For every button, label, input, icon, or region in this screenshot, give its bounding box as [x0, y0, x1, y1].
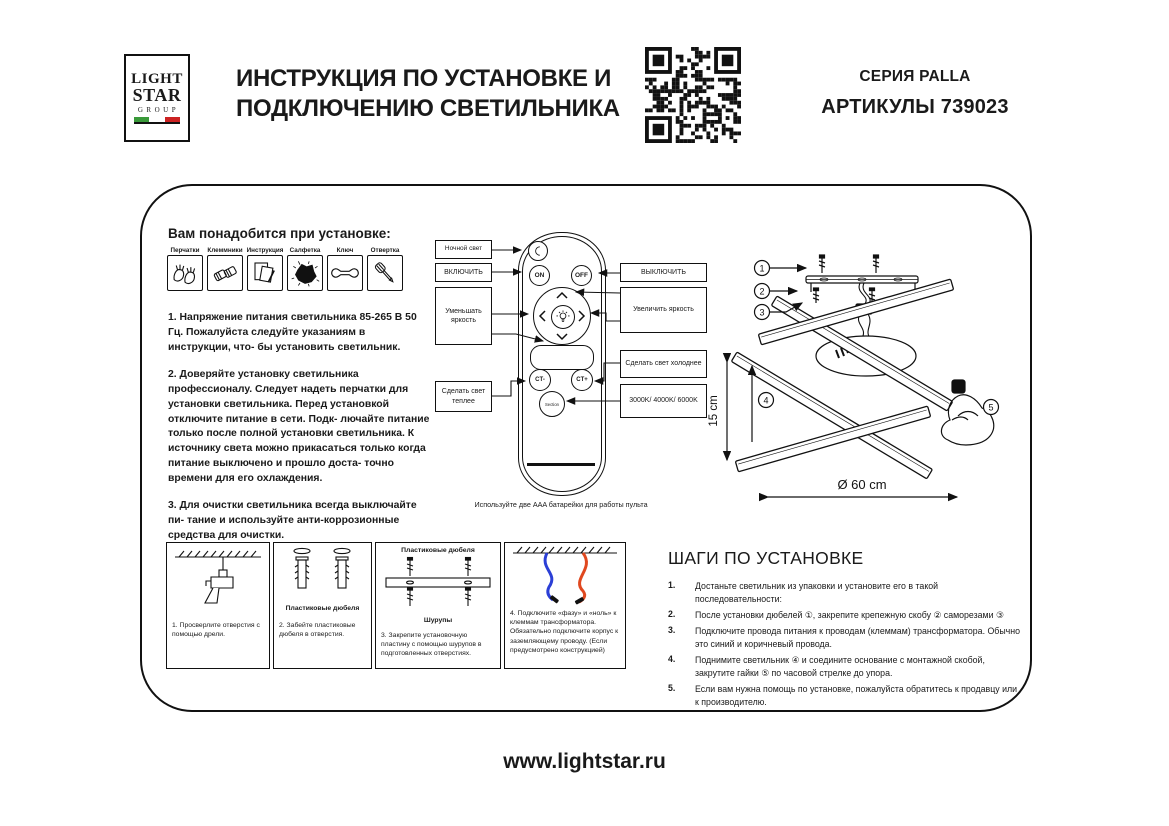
tool-gloves: [166, 247, 204, 291]
gloves-icon: [170, 258, 200, 288]
safety-instructions: [168, 311, 430, 557]
installation-panels: [166, 542, 626, 669]
step-text: Поднимите светильник ④ и соедините основание с монтажной скобой, закрутите гайки ⑤ по часовой стрелке до упора.: [695, 655, 985, 678]
tool-label: Перчатки: [170, 247, 200, 254]
height-label: 15 cm: [708, 395, 720, 427]
lightstar-logo: [124, 54, 190, 142]
panel-dowels: [273, 542, 372, 669]
steps-list: [668, 580, 1022, 712]
callout-4-num: 4: [763, 395, 769, 406]
tool-label: Отвертка: [370, 247, 400, 254]
on-button: ON: [529, 265, 550, 286]
tool-screwdriver: [366, 247, 404, 291]
label-warmer: Сделать свет теплее: [435, 381, 492, 412]
label-colder: Сделать свет холоднее: [620, 350, 707, 378]
tools-heading: Вам понадобится при установке:: [168, 226, 391, 241]
safety-paragraph-1: 1. Напряжение питания светильника 85-265 В 50 Гц. Пожалуйста следуйте указаниям в инструкции, что- бы установить светильник.: [168, 312, 417, 353]
ct-minus-button: CT-: [529, 369, 551, 391]
label-kelvin: 3000K/ 4000K/ 6000K: [620, 384, 707, 418]
tool-wrench: [326, 247, 364, 291]
website-url: www.lightstar.ru: [503, 750, 666, 773]
logo-text: GROUP: [137, 105, 180, 114]
tool-instruction: [246, 247, 284, 291]
step-item: [668, 683, 1022, 709]
callout-1-num: 1: [759, 263, 765, 274]
qr-code: [645, 47, 741, 143]
off-button: OFF: [571, 265, 592, 286]
panel-drill: [166, 542, 270, 669]
dowels-label-top: Пластиковые дюбеля: [401, 547, 475, 554]
steps-heading: ШАГИ ПО УСТАНОВКЕ: [668, 548, 864, 568]
step-number: 5.: [668, 683, 676, 694]
blue-wire: [545, 553, 553, 600]
panel-caption: 1. Просверлите отверстия с помощью дрели.: [172, 622, 260, 639]
panel-caption: 4. Подключите «фазу» и «ноль» к клеммам трансформатора. Обязательно подключите корпус к заземляющему проводу. (Если предусмотрено конструкцией): [510, 610, 619, 654]
tool-label: Ключ: [336, 247, 354, 254]
label-turn-off: ВЫКЛЮЧИТЬ: [620, 263, 707, 282]
tools-row: [166, 247, 404, 291]
mounting-screws-top: [819, 255, 879, 273]
title-line: ПОДКЛЮЧЕНИЮ СВЕТИЛЬНИКА: [236, 95, 620, 122]
callout-2-num: 2: [759, 286, 765, 297]
label-brighter: Увеличить яркость: [620, 287, 707, 333]
plate-drawing: [376, 556, 500, 614]
tool-label: Клеммники: [207, 247, 243, 254]
step-text: Если вам нужна помощь по установке, пожалуйста обратитесь к продавцу или к производителю.: [695, 684, 1018, 707]
dowels-drawing: [274, 543, 371, 603]
panel-wiring: [504, 542, 626, 669]
screwdriver-icon: [370, 258, 400, 288]
mounting-plate: [806, 276, 918, 292]
step-item: [668, 654, 1022, 680]
title-line: ИНСТРУКЦИЯ ПО УСТАНОВКЕ И: [236, 65, 612, 92]
series-block: [790, 68, 1040, 119]
napkin-icon: [290, 258, 320, 288]
diameter-label: Ø 60 cm: [837, 477, 887, 492]
logo-text: STAR: [132, 84, 182, 105]
screws-label: Шурупы: [423, 617, 453, 624]
safety-paragraph-2: 2. Доверяйте установку светильника профессионалу. Следует надеть перчатки для установки светильника. Перед установкой отключите питание в сети. Подк- лючайте питание только после полной установки светильника. К источнику света можно прикасаться только когда питание выключено и прошло доста- точно времени для его охлаждения.: [168, 369, 430, 484]
red-wire: [579, 553, 586, 602]
callout-5-num: 5: [988, 402, 994, 413]
tool-label: Инструкция: [246, 247, 284, 254]
step-number: 1.: [668, 580, 676, 590]
panel-plate: [375, 542, 501, 669]
step-number: 2.: [668, 609, 676, 619]
fixture-diagram: [705, 232, 1035, 532]
wrench-icon: [330, 258, 360, 288]
terminals-icon: [210, 258, 240, 288]
dowels-label: Пластиковые дюбеля: [285, 605, 360, 612]
step-item: [668, 625, 1022, 651]
page-title: [236, 64, 636, 124]
article-number: АРТИКУЛЫ 739023: [821, 96, 1009, 118]
wires-drawing: [505, 543, 625, 605]
ct-plus-button: CT+: [571, 369, 593, 391]
tool-napkin: [286, 247, 324, 291]
step-text: Подключите провода питания к проводам (клеммам) трансформатора. Обычно это синий и коричневый провода.: [695, 626, 1020, 649]
step-item: [668, 609, 1022, 622]
drill-drawing: [167, 543, 269, 615]
section-button: Section: [539, 391, 565, 417]
callout-3-num: 3: [759, 307, 765, 318]
step-item: [668, 580, 1022, 606]
label-night-light: Ночной свет: [435, 240, 492, 259]
instruction-icon: [250, 258, 280, 288]
step-number: 3.: [668, 625, 676, 636]
series-name: СЕРИЯ PALLA: [859, 68, 971, 85]
safety-paragraph-3: 3. Для очистки светильника всегда выключайте пи- тание и используйте анти-коррозионные средства для очистки.: [168, 500, 417, 541]
tool-label: Салфетка: [289, 247, 321, 254]
logo-text: LIGHT: [131, 71, 183, 88]
step-text: Достаньте светильник из упаковки и установите его в такой последовательности:: [695, 581, 939, 604]
italian-flag: [134, 117, 180, 124]
panel-caption: 2. Забейте пластиковые дюбеля в отверстия.: [279, 622, 356, 639]
tool-terminals: [206, 247, 244, 291]
step-text: После установки дюбелей ①, закрепите крепежную скобу ② саморезами ③: [695, 610, 1004, 620]
label-dim: Уменьшать яркость: [435, 287, 492, 345]
battery-note: Используйте две AAA батарейки для работы пульта: [474, 500, 648, 509]
panel-caption: 3. Закрепите установочную пластину с помощью шурупов в подготовленных отверстиях.: [381, 632, 482, 658]
step-number: 4.: [668, 654, 676, 665]
label-turn-on: ВКЛЮЧИТЬ: [435, 263, 492, 282]
